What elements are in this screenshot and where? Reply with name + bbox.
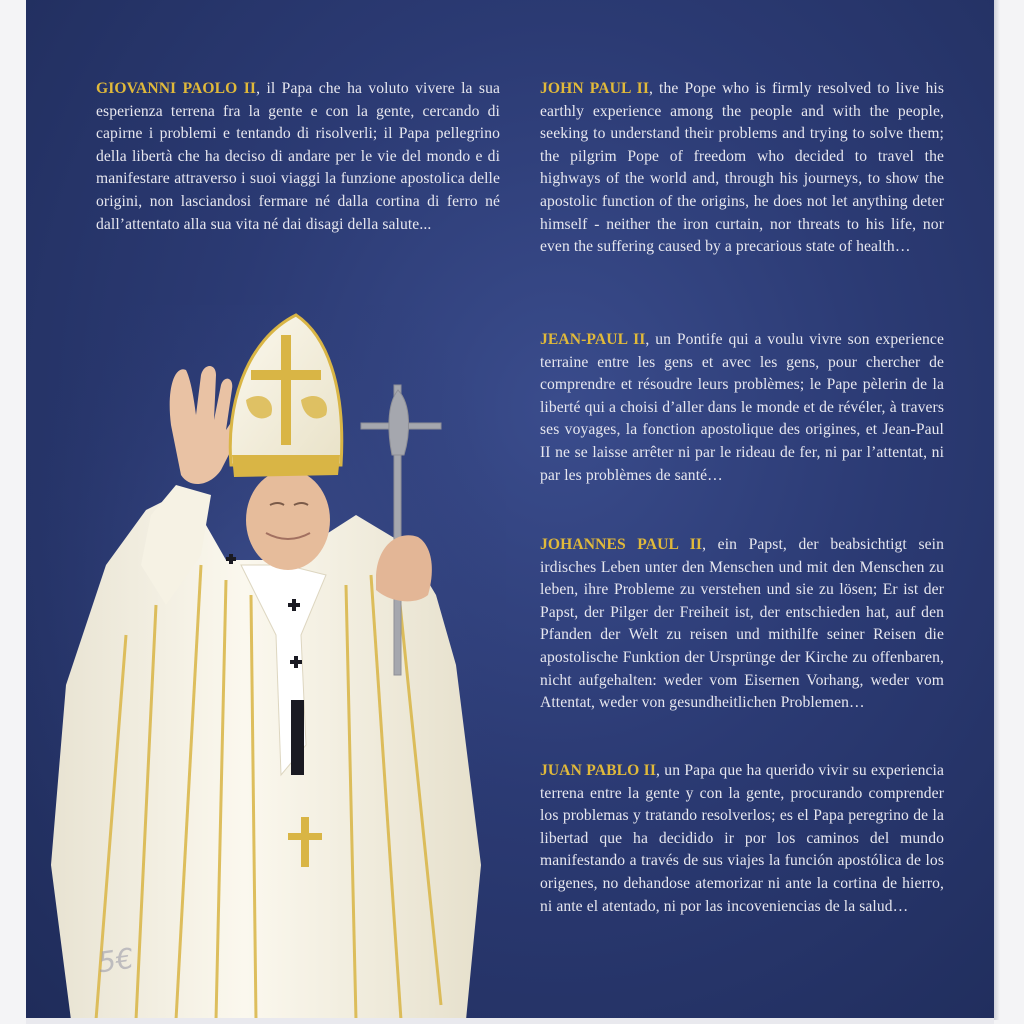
- text-italian: , il Papa che ha voluto vivere la sua esperienza terrena fra la gente e con la gente, cercando di capirne i problemi e tentando di risolverli; il Papa pellegrino della libertà che ha deciso di andare per le vie del mondo e di manifestare attraverso i suoi viaggi la funzione apostolica delle origini, non lasciandosi fermare né dalla cortina di ferro né dall’attentato alla sua vita né dai disagi della salute...: [96, 80, 500, 233]
- paragraph-german: [540, 534, 944, 715]
- text-spanish: , un Papa que ha querido vivir su experiencia terrena entre la gente y con la gente, procurando comprender los problemas y tratando resolverlos; es el Papa peregrino de la libertad que ha decidido ir por los caminos del mundo manifestando a través de sus viajes la función apostólica de los origenes, no dehandose atemorizar ni ante la cortina de hierro, ni ante el atentado, ni por las incoveniencias de la salud…: [540, 762, 945, 915]
- pope-photo: [26, 305, 506, 1020]
- handwritten-price: 5€: [95, 941, 136, 980]
- text-french: , un Pontife qui a voulu vivre son experience terraine entre les gens et avec les gens, pour chercher de comprendre et résoudre leurs problèmes; le Pape pèlerin de la liberté qui a choisi d’aller dans le monde et de révéler, à travers ses voyages, la fonction apostolique des origines, et Jean-Paul II ne se laisse arrêter ni par le rideau de fer, ni par l’attentat, ni par les problèmes de santé…: [540, 331, 944, 484]
- booklet-page: [26, 0, 994, 1020]
- paragraph-english: [540, 78, 944, 259]
- paragraph-italian: [96, 78, 500, 236]
- name-french: JEAN-PAUL II: [540, 331, 646, 348]
- page-edge: [994, 0, 1000, 1020]
- name-german: JOHANNES PAUL II: [540, 536, 703, 553]
- text-german: , ein Papst, der beabsichtigt sein irdisches Leben unter den Menschen und mit den Menschen zu leben, ihre Probleme zu verstehen und sie zu lösen; Er ist der Papst, der Pilger der Freiheit ist, der entschieden hat, auf den Pfanden der Welt zu reisen und mithilfe seiner Reisen die apostolische Funktion der Ursprünge der Kirche zu offenbaren, nicht aufgehalten: weder vom Eisernen Vorhang, weder vom Attentat, weder von gesundheitlichen Problemen…: [540, 536, 944, 712]
- page-bottom-edge: [26, 1018, 994, 1024]
- name-english: JOHN PAUL II: [540, 80, 649, 97]
- name-spanish: JUAN PABLO II: [540, 762, 656, 779]
- name-italian: GIOVANNI PAOLO II: [96, 80, 257, 97]
- text-english: , the Pope who is firmly resolved to live his earthly experience among the people and with the people, seeking to understand their problems and trying to solve them; the pilgrim Pope of freedom who decided to travel the highways of the world and, through his journeys, to show the apostolic function of the origins, he does not let anything deter himself - neither the iron curtain, nor threats to his life, nor even the suffering caused by a precarious state of health…: [540, 80, 944, 256]
- paragraph-spanish: [540, 760, 944, 918]
- face: [246, 470, 330, 570]
- paragraph-french: [540, 329, 944, 487]
